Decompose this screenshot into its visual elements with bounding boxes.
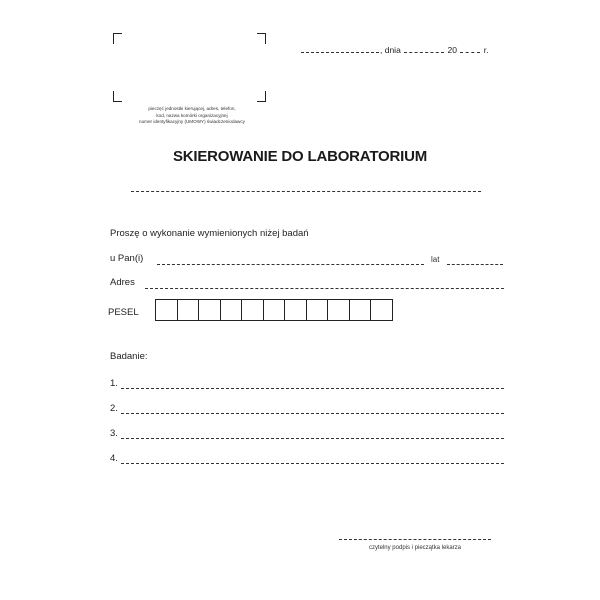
age-field[interactable] — [447, 264, 503, 265]
pesel-digit-box[interactable] — [306, 299, 329, 321]
stamp-corner-bottom-right — [257, 91, 266, 102]
test-field[interactable] — [121, 438, 504, 439]
patient-name-field[interactable] — [157, 264, 424, 265]
test-field[interactable] — [121, 388, 504, 389]
pesel-digit-box[interactable] — [155, 299, 178, 321]
stamp-caption-line: numer identyfikacyjny (UMOWY) świadczeniodawcy — [139, 119, 245, 125]
pesel-digit-box[interactable] — [177, 299, 200, 321]
year-prefix: 20 — [447, 45, 458, 55]
test-number: 1. — [110, 378, 118, 389]
pesel-digit-box[interactable] — [241, 299, 264, 321]
year-field[interactable] — [460, 52, 480, 53]
signature-caption: czytelny podpis i pieczątka lekarza — [368, 545, 462, 551]
test-number: 3. — [110, 428, 118, 439]
year-suffix: r. — [483, 45, 489, 55]
stamp-caption-line: pieczęć jednostki kierującej, adres, telefon, — [148, 106, 236, 111]
stamp-corner-bottom-left — [113, 91, 122, 102]
test-number: 4. — [110, 453, 118, 464]
date-field[interactable] — [404, 52, 444, 53]
pesel-label: PESEL — [108, 307, 139, 318]
pesel-digit-box[interactable] — [263, 299, 286, 321]
pesel-digit-box[interactable] — [220, 299, 243, 321]
pesel-digit-box[interactable] — [284, 299, 307, 321]
test-field[interactable] — [121, 463, 504, 464]
address-field[interactable] — [145, 288, 504, 289]
signature-field[interactable] — [339, 539, 491, 540]
patient-label: u Pan(i) — [110, 253, 144, 264]
age-label: lat — [431, 255, 440, 264]
stamp-corner-top-right — [257, 33, 266, 44]
test-field[interactable] — [121, 413, 504, 414]
tests-label: Badanie: — [110, 351, 148, 362]
pesel-digit-box[interactable] — [198, 299, 221, 321]
pesel-digit-box[interactable] — [349, 299, 372, 321]
date-line — [300, 45, 489, 55]
stamp-caption-line: kod, nazwa komórki organizacyjnej — [156, 112, 228, 118]
place-field[interactable] — [301, 52, 379, 53]
form-title: SKIEROWANIE DO LABORATORIUM — [172, 148, 428, 165]
address-label: Adres — [110, 277, 135, 288]
test-number: 2. — [110, 403, 118, 414]
pesel-digit-box[interactable] — [370, 299, 393, 321]
title-underline-field[interactable] — [131, 191, 481, 192]
pesel-boxes — [155, 299, 392, 321]
stamp-corner-top-left — [113, 33, 122, 44]
request-text: Proszę o wykonanie wymienionych niżej badań — [110, 228, 309, 239]
pesel-digit-box[interactable] — [327, 299, 350, 321]
stamp-caption — [104, 106, 280, 126]
date-separator: , dnia — [380, 45, 401, 55]
